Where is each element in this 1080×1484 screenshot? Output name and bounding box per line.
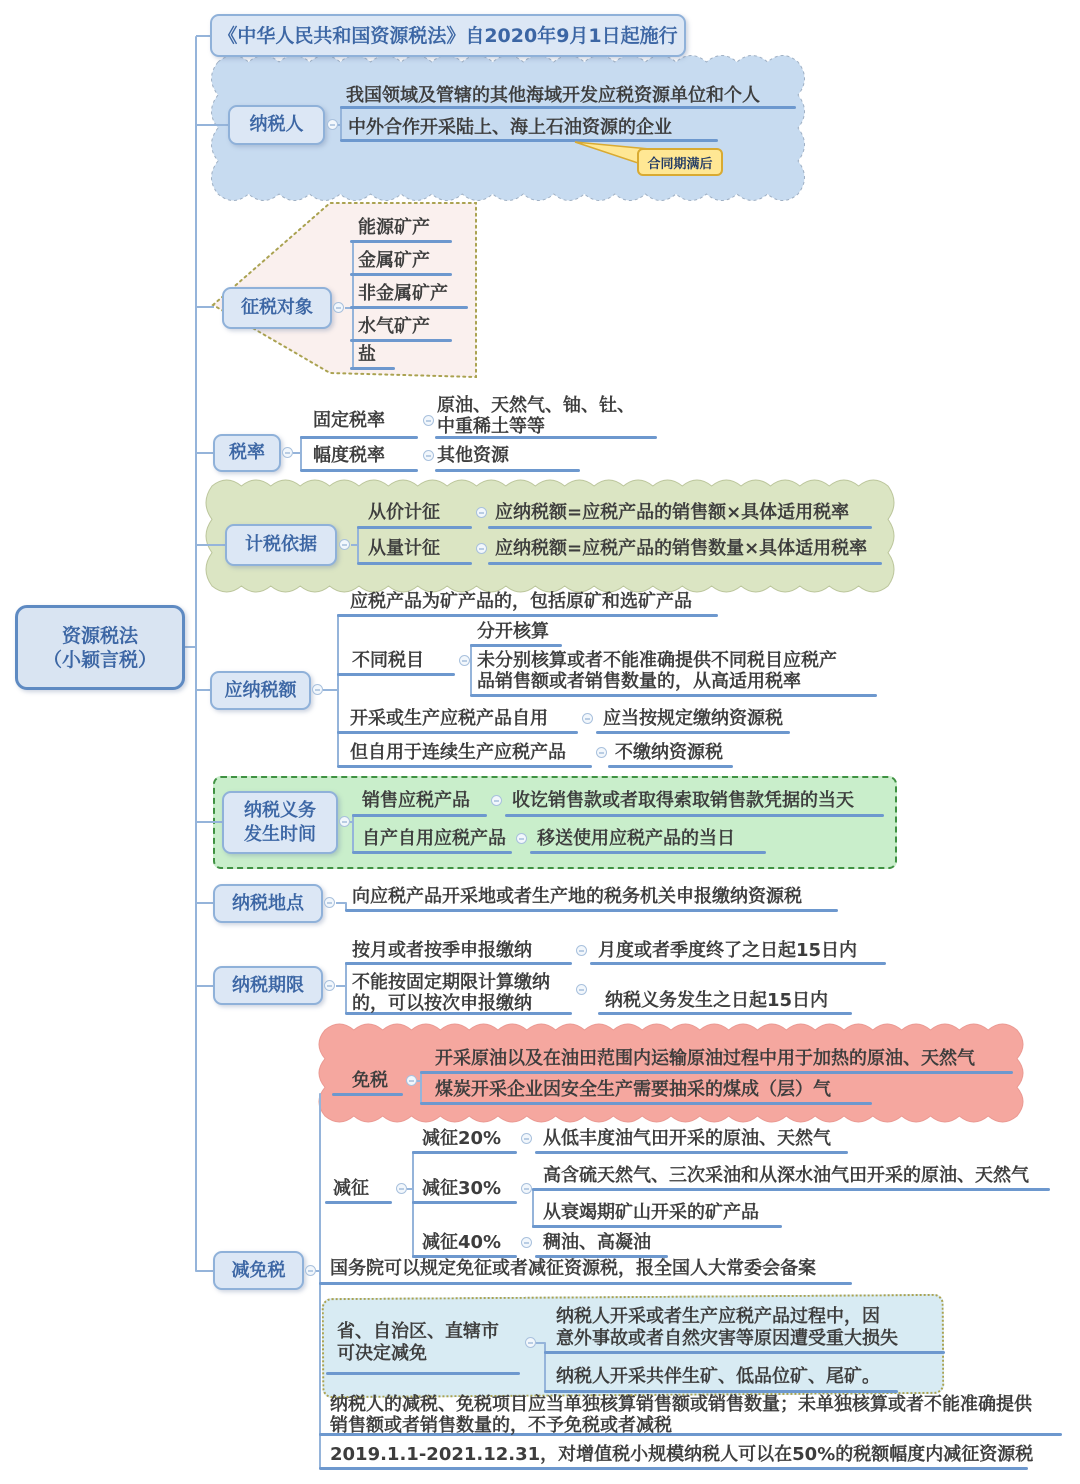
connector-line [196,689,210,691]
root-topic-line1: 资源税法 [61,624,138,647]
range-rate-desc[interactable]: 其他资源 [437,445,509,466]
branch-underline [470,694,877,697]
monthly-label[interactable]: 按月或者按季申报缴纳 [352,940,532,961]
branch-underline [608,765,733,768]
branch-underline [488,526,872,529]
branch-underline [470,644,562,647]
connector-line [196,1270,213,1272]
exempt-item[interactable]: 煤炭开采企业因安全生产需要抽采的煤成（层）气 [435,1079,831,1100]
fixed-rate-label[interactable]: 固定税率 [313,410,385,431]
collapse-toggle-icon[interactable] [324,897,335,908]
reduce20-label[interactable]: 减征20% [422,1128,502,1149]
main-trunk-line [195,36,197,1272]
connector-line [532,1188,534,1228]
exempt-label[interactable]: 免税 [352,1070,388,1091]
sale-rule[interactable]: 收讫销售款或者取得索取销售款凭据的当天 [512,790,854,811]
connector-line [407,1188,413,1190]
branch-underline [325,1201,392,1204]
obligation-time-label-line1: 纳税义务 [244,799,316,821]
connector-line [417,1080,421,1082]
collapse-toggle-icon[interactable] [339,816,350,827]
branch-underline [337,614,718,617]
fixed-rate-desc[interactable]: 中重稀土等等 [437,416,545,437]
branch-underline [350,367,395,370]
branch-underline [532,1225,782,1228]
obligation-time-label-line2: 发生时间 [244,823,316,845]
ad-valorem-label[interactable]: 从价计征 [368,502,440,523]
branch-underline [300,469,418,472]
province-item[interactable]: 纳税人开采共伴生矿、低品位矿、尾矿。 [556,1366,880,1387]
connector-line [196,124,228,126]
separate-accounting-rule[interactable]: 销售额或者销售数量的，不予免税或者减税 [330,1415,672,1436]
taxpayer-item[interactable]: 中外合作开采陆上、海上石油资源的企业 [348,117,672,138]
collapse-toggle-icon[interactable] [476,543,487,554]
branch-underline [345,909,838,912]
collapse-toggle-icon[interactable] [333,302,344,313]
connector-line [293,452,301,454]
connector-line [196,985,213,987]
exempt-item[interactable]: 开采原油以及在油田范围内运输原油过程中用于加热的原油、天然气 [435,1048,975,1069]
branch-underline [350,339,452,342]
branch-underline [530,851,766,854]
branch-underline [350,306,468,309]
separate-accounting-rule[interactable]: 纳税人的减税、免税项目应当单独核算销售额或销售数量；未单独核算或者不能准确提供 [330,1394,1032,1415]
tax-object-item[interactable]: 能源矿产 [358,217,430,238]
branch-underline [352,814,487,817]
collapse-toggle-icon[interactable] [327,119,338,130]
topic-obligation-time[interactable] [222,791,338,854]
branch-underline [357,562,472,565]
self-use-rule[interactable]: 应当按规定缴纳资源税 [603,708,783,729]
tax-object-item[interactable]: 非金属矿产 [358,283,448,304]
collapse-toggle-icon[interactable] [521,1133,532,1144]
continuous-rule[interactable]: 不缴纳资源税 [615,742,723,763]
branch-underline [598,1012,852,1015]
collapse-toggle-icon[interactable] [423,415,434,426]
connector-line [196,306,214,308]
collapse-toggle-icon[interactable] [406,1075,417,1086]
fixed-rate-desc[interactable]: 原油、天然气、铀、钍、 [437,395,635,416]
branch-underline [300,436,418,439]
branch-underline [590,962,886,965]
connector-line [196,452,213,454]
connector-line [544,1342,546,1392]
law-title-topic[interactable]: 《中华人民共和国资源税法》自2020年9月1日起施行 [210,14,686,57]
tax-object-item[interactable]: 金属矿产 [358,250,430,271]
collapse-toggle-icon[interactable] [324,980,335,991]
connector-line [196,544,225,546]
collapse-toggle-icon[interactable] [282,447,293,458]
connector-line [345,962,347,1014]
collapse-toggle-icon[interactable] [576,984,587,995]
tax-object-item[interactable]: 水气矿产 [358,316,430,337]
reduce30-desc[interactable]: 高含硫天然气、三次采油和从深水油气田开采的原油、天然气 [543,1165,1029,1186]
topic-taxpayer[interactable]: 纳税人 [228,105,325,145]
diff-items-label[interactable]: 不同税目 [352,650,424,671]
tax-place-rule[interactable]: 向应税产品开采地或者生产地的税务机关申报缴纳资源税 [352,886,802,907]
topic-tax-objects[interactable]: 征税对象 [222,287,332,329]
reduce20-desc[interactable]: 从低丰度油气田开采的原油、天然气 [543,1128,831,1149]
reduce40-desc[interactable]: 稠油、高凝油 [543,1232,651,1253]
collapse-toggle-icon[interactable] [459,655,470,666]
collapse-toggle-icon[interactable] [423,450,434,461]
connector-line [352,240,354,369]
connector-line [340,106,342,140]
branch-underline [535,1151,848,1154]
specific-formula[interactable]: 应纳税额=应税产品的销售数量×具体适用税率 [495,538,868,559]
province-item[interactable]: 纳税人开采或者生产应税产品过程中，因 [556,1306,880,1327]
connector-line [351,544,358,546]
taxpayer-item[interactable]: 我国领域及管辖的其他海域开发应税资源单位和个人 [346,85,760,106]
branch-underline [350,240,452,243]
not-separate-rule[interactable]: 未分别核算或者不能准确提供不同税目应税产 [477,650,837,671]
collapse-toggle-icon[interactable] [516,833,527,844]
connector-line [319,1093,321,1469]
contract-expiry-callout[interactable]: 合同期满后 [637,148,723,176]
collapse-toggle-icon[interactable] [521,1237,532,1248]
branch-underline [332,1093,403,1096]
collapse-toggle-icon[interactable] [576,945,587,956]
per-time-rule[interactable]: 纳税义务发生之日起15日内 [605,990,829,1011]
per-time-label[interactable]: 的，可以按次申报缴纳 [352,993,532,1014]
collapse-toggle-icon[interactable] [339,539,350,550]
branch-underline [350,273,452,276]
ad-valorem-formula[interactable]: 应纳税额=应税产品的销售额×具体适用税率 [495,502,850,523]
connector-line [352,814,354,852]
per-time-label[interactable]: 不能按固定期限计算缴纳 [352,972,550,993]
branch-underline [340,106,796,109]
branch-underline [319,1282,852,1285]
branch-underline [488,562,882,565]
branch-underline [357,526,472,529]
branch-underline [345,962,572,965]
branch-underline [544,1351,945,1354]
self-use-label[interactable]: 开采或生产应税产品自用 [350,708,548,729]
branch-underline [412,1201,517,1204]
collapse-toggle-icon[interactable] [312,684,323,695]
topic-tax-payable[interactable]: 应纳税额 [210,671,311,710]
connector-line [350,821,353,823]
range-rate-label[interactable]: 幅度税率 [313,445,385,466]
collapse-toggle-icon[interactable] [596,747,607,758]
mineral-rule[interactable]: 应税产品为矿产品的，包括原矿和选矿产品 [350,591,692,612]
self-produce-rule[interactable]: 移送使用应税产品的当日 [537,828,735,849]
connector-line [420,1071,422,1104]
connector-line [196,821,222,823]
branch-underline [420,1102,872,1105]
connector-line [470,644,472,695]
collapse-toggle-icon[interactable] [396,1183,407,1194]
branch-underline [319,1467,1028,1470]
province-label[interactable]: 省、自治区、直辖市 [337,1321,499,1342]
branch-underline [532,1188,1050,1191]
reduce30-desc[interactable]: 从衰竭期矿山开采的矿产品 [543,1202,759,1223]
connector-line [323,689,338,691]
topic-tax-place[interactable]: 纳税地点 [213,884,323,923]
branch-underline [544,1390,898,1393]
state-council-rule[interactable]: 国务院可以规定免征或者减征资源税，报全国人大常委会备案 [330,1258,816,1279]
connector-line [196,902,213,904]
branch-underline [337,673,455,676]
branch-underline [337,765,592,768]
tax-object-item[interactable]: 盐 [358,344,376,365]
branch-underline [435,469,580,472]
continuous-label[interactable]: 但自用于连续生产应税产品 [350,742,566,763]
connector-line [316,1270,320,1272]
topic-tax-rate[interactable]: 税率 [213,434,281,472]
specific-label[interactable]: 从量计征 [368,538,440,559]
province-item[interactable]: 意外事故或者自然灾害等原因遭受重大损失 [556,1328,898,1349]
sale-label[interactable]: 销售应税产品 [362,790,470,811]
collapse-toggle-icon[interactable] [476,507,487,518]
not-separate-rule[interactable]: 品销售额或者销售数量的，从高适用税率 [477,671,801,692]
small-scale-rule[interactable]: 2019.1.1-2021.12.31，对增值税小规模纳税人可以在50%的税额幅度内减征资源税 [330,1444,1034,1465]
root-topic-line2: （小颖言税） [42,648,157,671]
monthly-rule[interactable]: 月度或者季度终了之日起15日内 [598,940,858,961]
root-topic[interactable] [15,605,185,690]
topic-tax-period[interactable]: 纳税期限 [213,966,323,1005]
province-label[interactable]: 可决定减免 [337,1343,427,1364]
connector-line [196,35,211,37]
connector-line [336,985,346,987]
self-produce-label[interactable]: 自产自用应税产品 [362,828,506,849]
separate-rule[interactable]: 分开核算 [477,621,549,642]
connector-line [412,1151,414,1258]
branch-underline [420,1071,1013,1074]
branch-underline [596,731,790,734]
collapse-toggle-icon[interactable] [582,713,593,724]
reduce-label[interactable]: 减征 [333,1178,369,1199]
branch-underline [326,1372,520,1375]
branch-underline [337,731,578,734]
branch-underline [352,851,512,854]
reduce40-label[interactable]: 减征40% [422,1232,502,1253]
collapse-toggle-icon[interactable] [491,795,502,806]
connector-line [185,646,196,648]
collapse-toggle-icon[interactable] [521,1183,532,1194]
reduce30-label[interactable]: 减征30% [422,1178,502,1199]
topic-relief[interactable]: 减免税 [213,1251,304,1290]
branch-underline [505,814,884,817]
collapse-toggle-icon[interactable] [525,1337,536,1348]
collapse-toggle-icon[interactable] [305,1265,316,1276]
branch-underline [412,1151,517,1154]
topic-tax-basis[interactable]: 计税依据 [225,524,337,566]
